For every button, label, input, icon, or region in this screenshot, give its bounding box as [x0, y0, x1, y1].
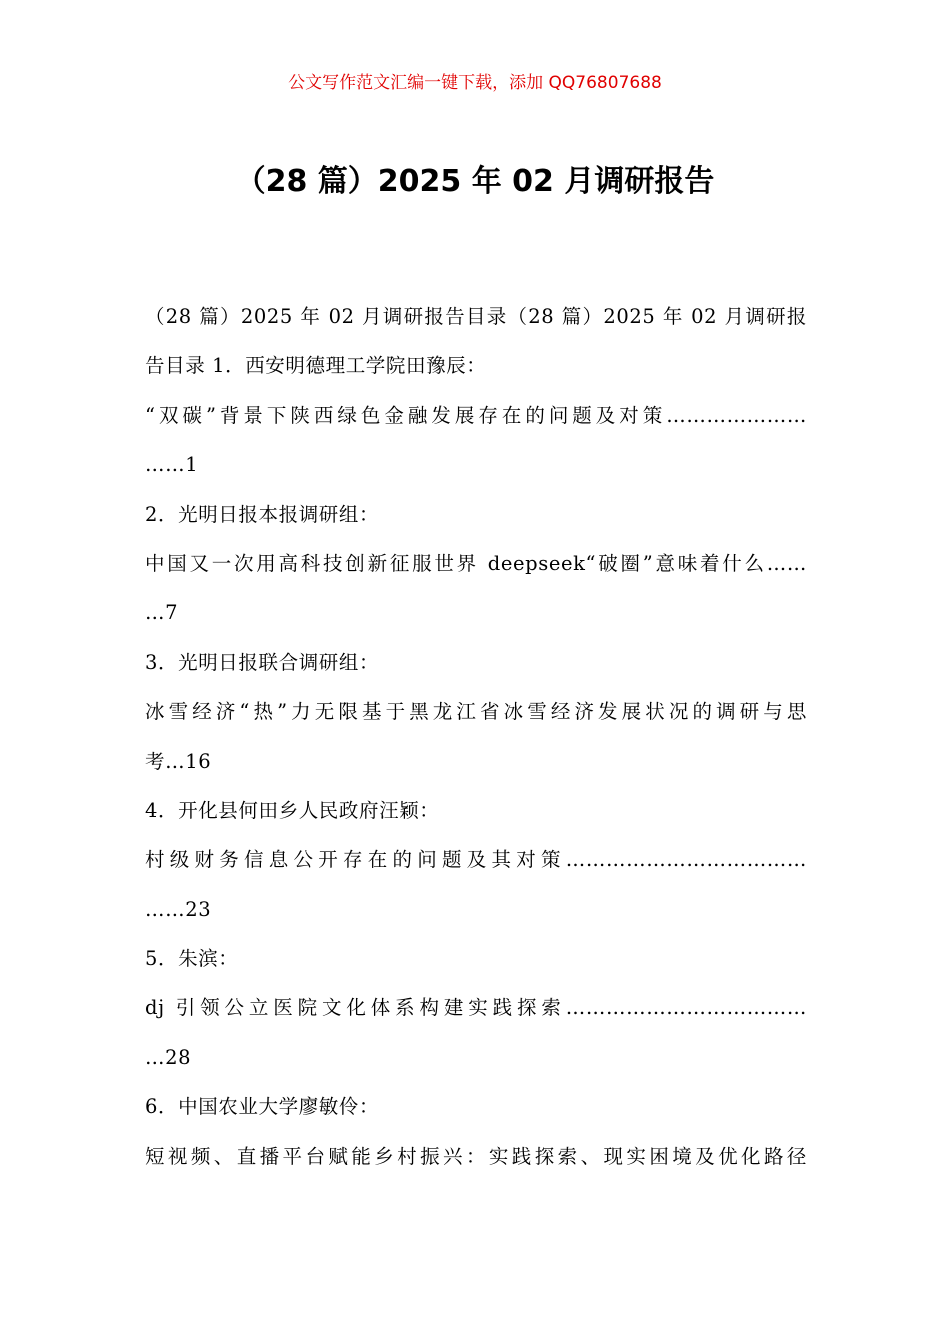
document-title: （28 篇）2025 年 02 月调研报告 [235, 164, 715, 199]
toc-line: dj 引领公立医院文化体系构建实践探索……………………………… [145, 996, 807, 1020]
toc-line: 4．开化县何田乡人民政府汪颖： [145, 798, 440, 822]
toc-line: 短视频、直播平台赋能乡村振兴：实践探索、现实困境及优化路径 [145, 1144, 807, 1168]
toc-line: 村级财务信息公开存在的问题及其对策……………………………… [145, 848, 807, 872]
toc-line: ……23 [145, 897, 212, 921]
toc-line: …7 [145, 601, 179, 625]
toc-line: 6．中国农业大学廖敏伶： [145, 1095, 380, 1119]
toc-line: 5．朱滨： [145, 947, 239, 971]
toc-line: 考…16 [145, 749, 212, 773]
toc-line: …28 [145, 1045, 192, 1069]
toc-line: 冰雪经济“热”力无限基于黑龙江省冰雪经济发展状况的调研与思 [145, 700, 807, 724]
toc-line: 3．光明日报联合调研组： [145, 650, 380, 674]
toc-line: ……1 [145, 453, 199, 477]
toc-line: “双碳”背景下陕西绿色金融发展存在的问题及对策………………… [145, 403, 807, 427]
toc-line: 中国又一次用高科技创新征服世界 deepseek“破圈”意味着什么…… [145, 551, 807, 575]
table-of-contents [145, 292, 807, 1181]
toc-line: （28 篇）2025 年 02 月调研报告目录（28 篇）2025 年 02 月调研报 [145, 305, 807, 328]
toc-line: 2．光明日报本报调研组： [145, 502, 380, 526]
download-notice: 公文写作范文汇编一键下载，添加 QQ76807688 [288, 73, 662, 93]
toc-line: 告目录 1．西安明德理工学院田豫辰： [145, 354, 487, 378]
